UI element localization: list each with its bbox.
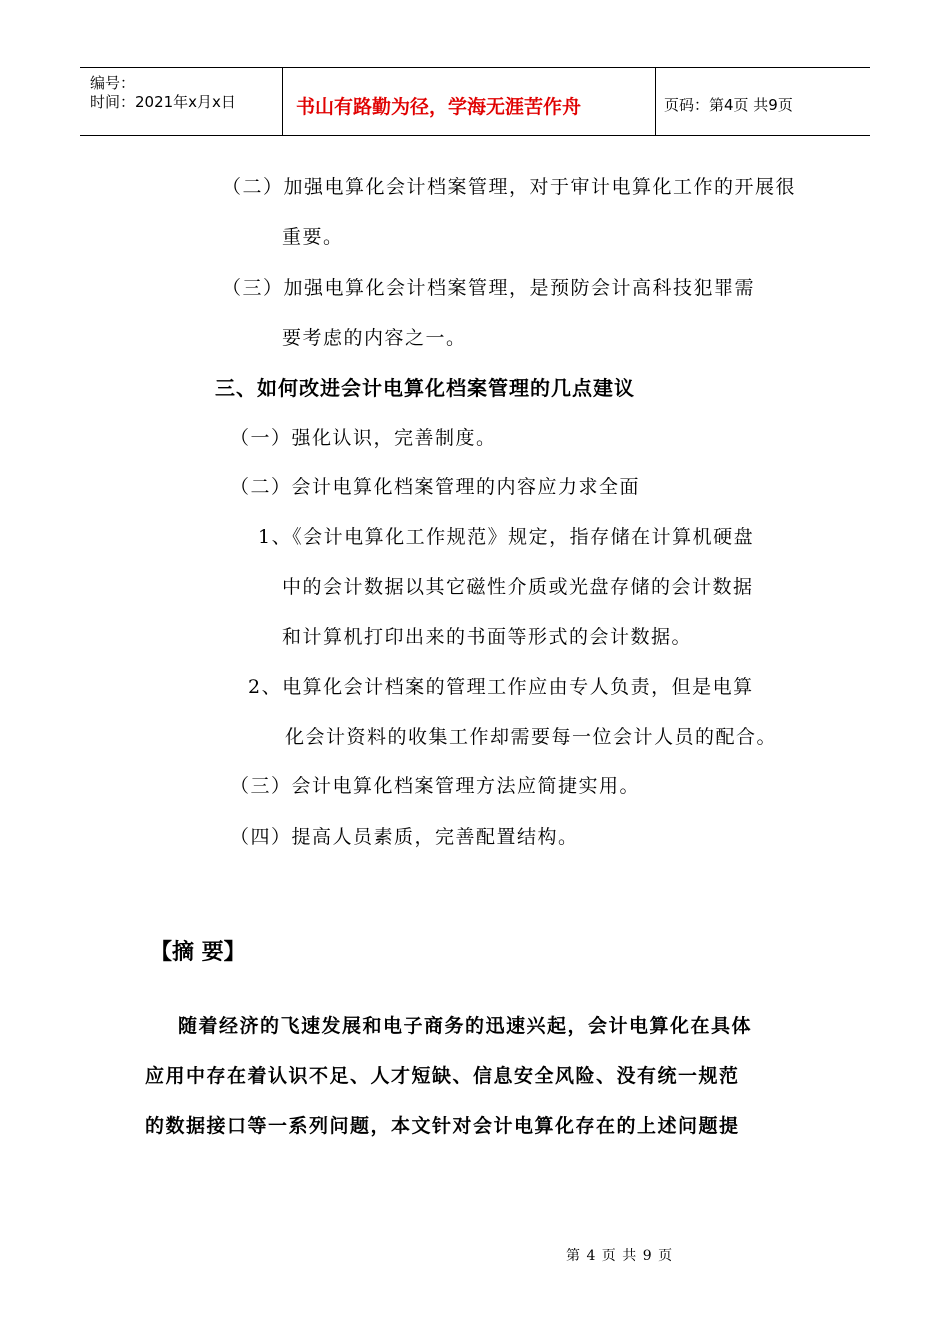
list-item: （三）会计电算化档案管理方法应简捷实用。 xyxy=(230,775,641,797)
page-footer: 第 4 页 共 9 页 xyxy=(566,1248,674,1264)
abstract-line: 的数据接口等一系列问题，本文针对会计电算化存在的上述问题提 xyxy=(145,1115,740,1137)
abstract-title: 【摘 要】 xyxy=(150,940,246,965)
header-page-code: 页码：第4页 共9页 xyxy=(664,96,793,114)
section-heading: 三、如何改进会计电算化档案管理的几点建议 xyxy=(215,376,635,400)
header-top-border xyxy=(80,67,870,68)
sub-item-line: 和计算机打印出来的书面等形式的会计数据。 xyxy=(282,626,693,648)
header-number-label: 编号： xyxy=(90,74,136,92)
paragraph-line: （三）加强电算化会计档案管理，是预防会计高科技犯罪需 xyxy=(222,277,756,299)
sub-item-line: 1、《会计电算化工作规范》规定，指存储在计算机硬盘 xyxy=(258,526,755,548)
list-item: （二）会计电算化档案管理的内容应力求全面 xyxy=(230,476,641,498)
header-divider-right xyxy=(655,67,656,136)
header-bottom-border xyxy=(80,135,870,136)
sub-item-line: 2、电算化会计档案的管理工作应由专人负责，但是电算 xyxy=(248,676,754,698)
paragraph-line: 重要。 xyxy=(282,226,344,248)
abstract-line: 应用中存在着认识不足、人才短缺、信息安全风险、没有统一规范 xyxy=(145,1065,740,1087)
header-motto: 书山有路勤为径，学海无涯苦作舟 xyxy=(296,96,582,118)
header-time-label: 时间：2021年x月x日 xyxy=(90,93,236,111)
sub-item-line: 中的会计数据以其它磁性介质或光盘存储的会计数据 xyxy=(282,576,754,598)
sub-item-line: 化会计资料的收集工作却需要每一位会计人员的配合。 xyxy=(285,726,778,748)
abstract-line: 随着经济的飞速发展和电子商务的迅速兴起，会计电算化在具体 xyxy=(178,1015,753,1037)
paragraph-line: 要考虑的内容之一。 xyxy=(282,327,467,349)
header-divider-left xyxy=(282,67,283,136)
paragraph-line: （二）加强电算化会计档案管理，对于审计电算化工作的开展很 xyxy=(222,176,797,198)
list-item: （一）强化认识，完善制度。 xyxy=(230,427,497,449)
list-item: （四）提高人员素质，完善配置结构。 xyxy=(230,826,579,848)
